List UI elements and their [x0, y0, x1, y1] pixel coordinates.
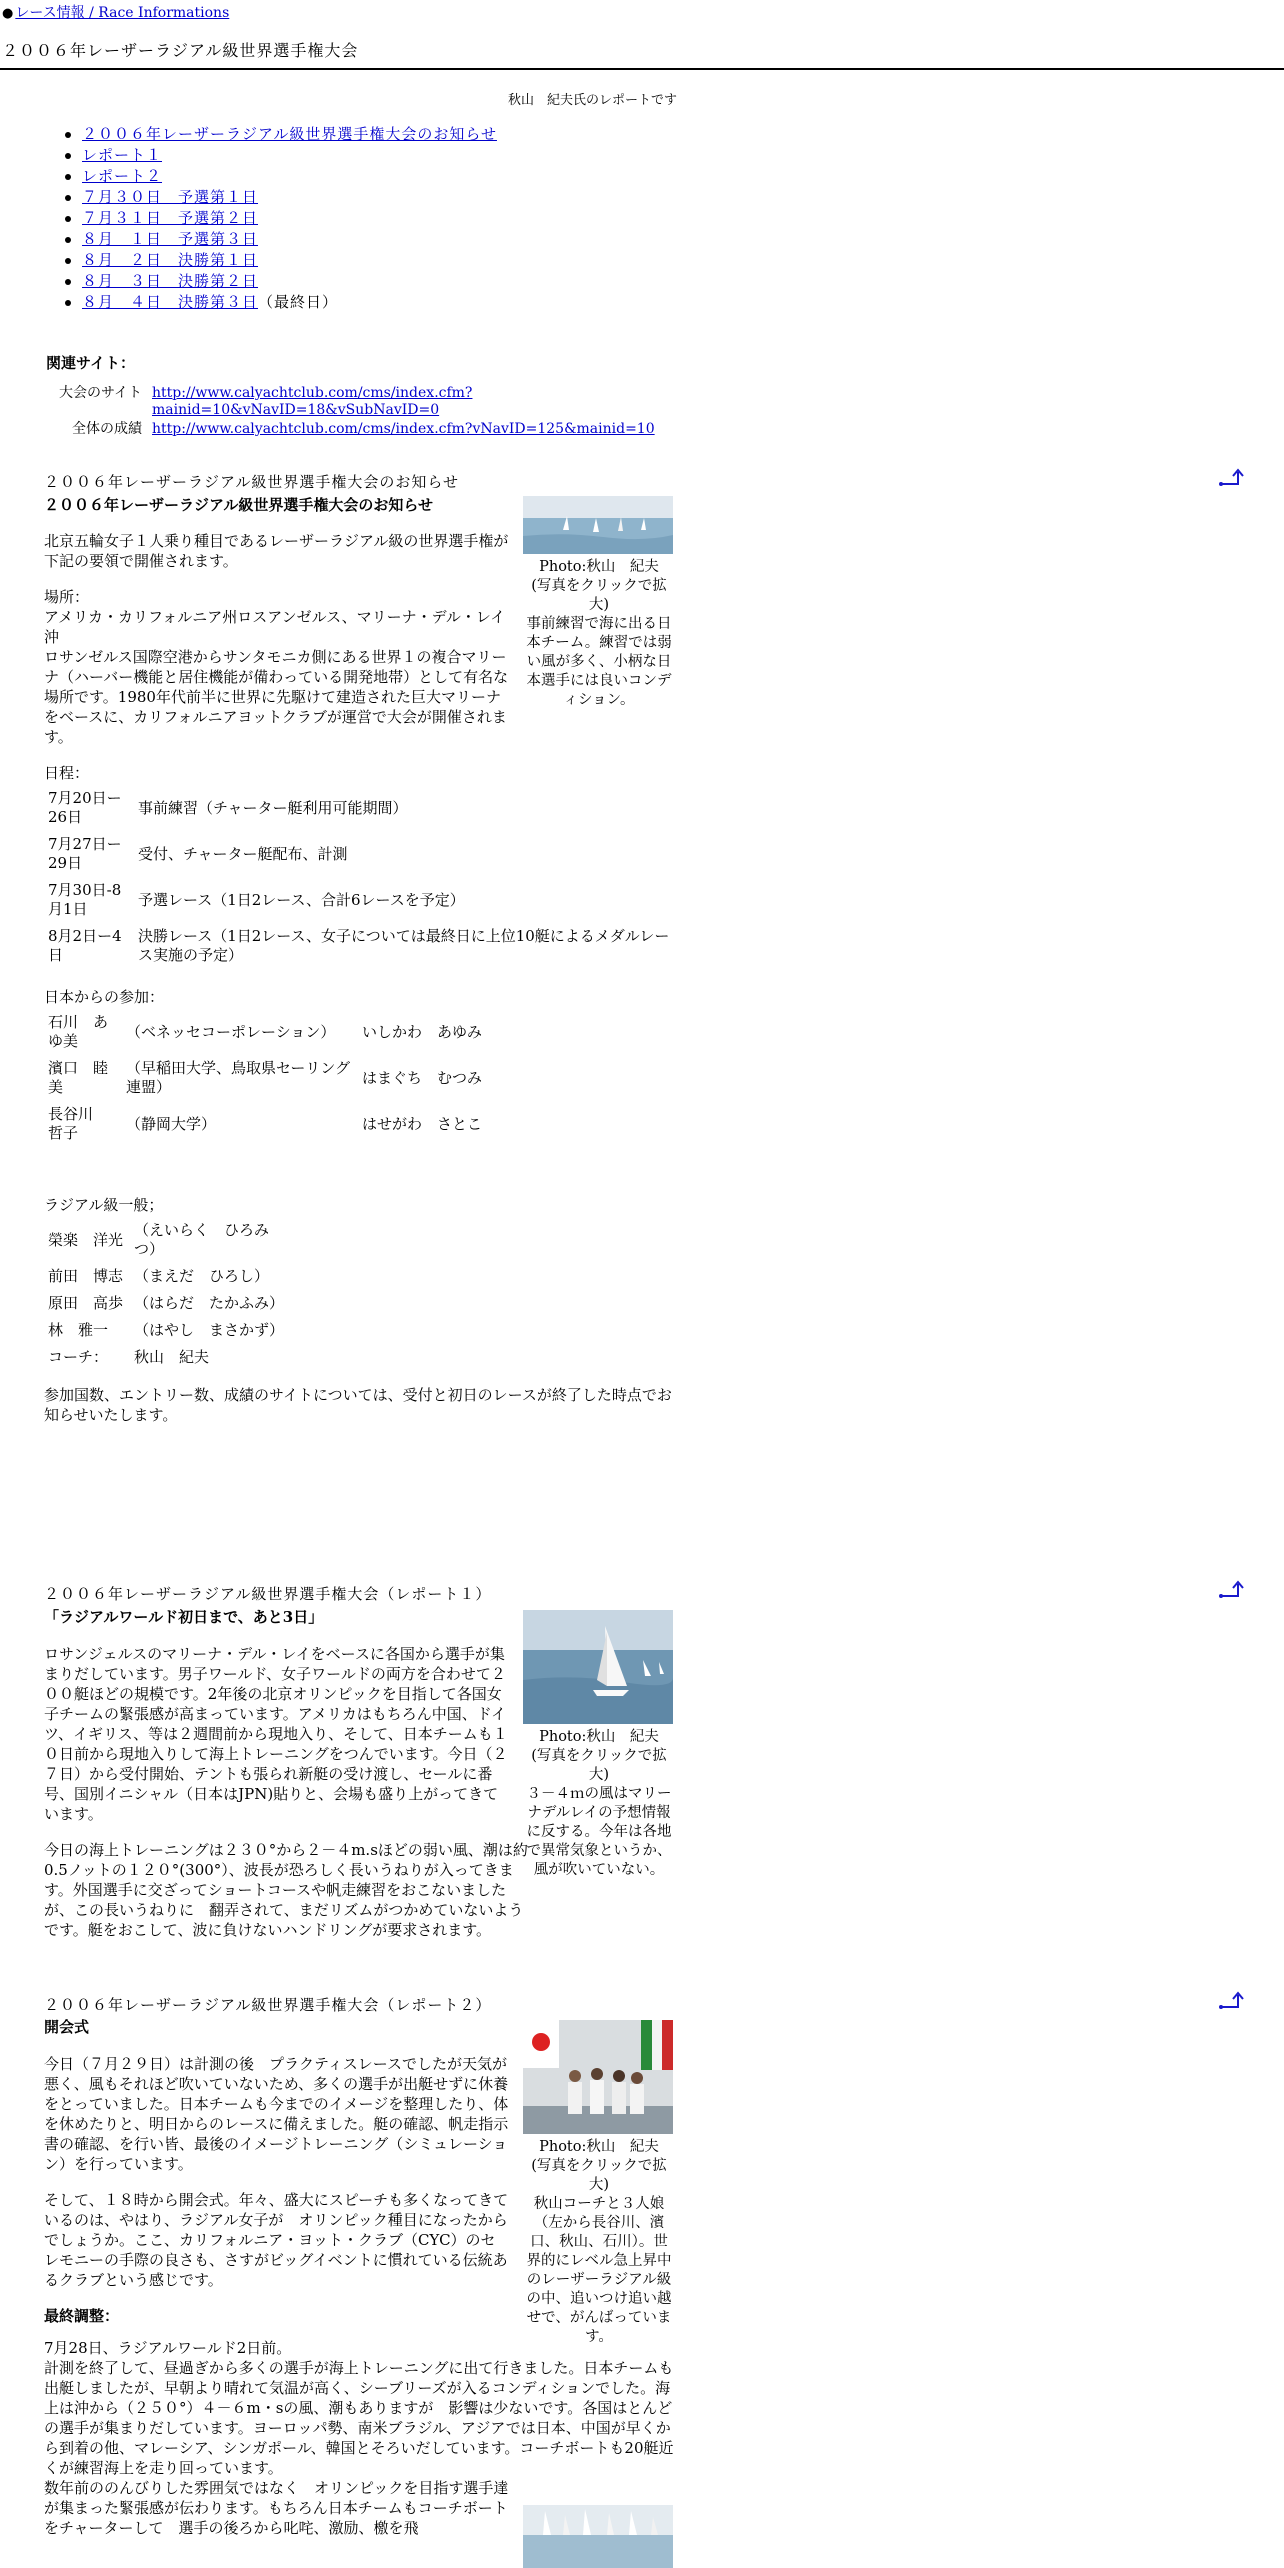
photo-caption: ３－４ｍの風はマリーナデルレイの予想情報に反する。今年は各地で異常気象というか、風が吹いていない。 [526, 1786, 672, 1878]
photo-caption: 事前練習で海に出る日本チーム。練習では弱い風が多く、小柄な日本選手には良いコンディション。 [526, 616, 672, 708]
venue-detail: ロサンゼルス国際空港からサンタモニカ側にある世界１の複合マリーナ（ハーバー機能と居住機能が備わっている開発地帯）として有名な場所です。1980年代前半に世界に先駆けて建造された巨大マリーナをベースに、カリフォルニアヨットクラブが運営で大会が開催されます。 [44, 648, 509, 746]
back-to-top-icon[interactable] [1218, 1991, 1244, 2011]
report1-subheading: 「ラジアルワールド初日まで、あと3日」 [44, 1608, 324, 1626]
announce-closing: 参加国数、エントリー数、成績のサイトについては、受付と初日のレースが終了した時点でお知らせいたします。 [44, 1386, 672, 1424]
table-row: 榮楽 洋光 （えいらく ひろみつ） [48, 1221, 270, 1258]
reporter-line: 秋山 紀夫氏のレポートです [508, 93, 678, 108]
table-row: 7月20日ー26日 事前練習（チャーター艇利用可能期間） [48, 789, 408, 826]
toc-suffix: （最終日） [258, 293, 339, 311]
table-row: 長谷川 哲子 （静岡大学） はせがわ さとこ [48, 1105, 483, 1142]
table-row: 7月27日ー29日 受付、チャーター艇配布、計測 [48, 835, 348, 872]
table-row: 原田 高歩 （はらだ たかふみ） [48, 1294, 285, 1312]
related-row [44, 385, 664, 421]
toc-item [80, 208, 497, 229]
toc-item [80, 271, 497, 292]
team-photo-thumbnail[interactable] [523, 2020, 673, 2134]
table-row: 濱口 睦美 （早稲田大学、鳥取県セーリング連盟） はまぐち むつみ [48, 1059, 483, 1096]
toc-link-report-1[interactable]: レポート１ [82, 146, 163, 164]
fleet-photo-thumbnail[interactable] [523, 2505, 673, 2568]
report2-subheading: 開会式 [44, 2018, 90, 2036]
regatta-photo-thumbnail[interactable] [523, 496, 673, 554]
photo-credit: Photo:秋山 紀夫 [539, 2139, 659, 2155]
report1-heading: ２００６年レーザーラジアル級世界選手権大会（レポート１） [44, 1585, 492, 1603]
back-to-top-icon[interactable] [1218, 468, 1244, 488]
announce-heading: ２００６年レーザーラジアル級世界選手権大会のお知らせ [44, 473, 459, 491]
table-row: 前田 博志 （まえだ ひろし） [48, 1267, 270, 1285]
race-info-link[interactable]: レース情報 / Race Informations [15, 5, 230, 21]
report2-paragraph: 7月28日、ラジアルワールド2日前。 [44, 2339, 292, 2357]
photo-hint: (写真をクリックで拡大) [531, 1748, 667, 1783]
report2-paragraph: 計測を終了して、昼過ぎから多くの選手が海上トレーニングに出て行きました。日本チームも出艇しましたが、早朝より晴れて気温が高く、シーブリーズが入るコンディションでした。海上は沖から（２５０°）４－６m・sの風、潮もありますが 影響は少ないです。各国はとんどの選手が集まりだしています。ヨーロッパ勢、南米ブラジル、アジアでは日本、中国が早くから到着の他、マレーシア、シンガポール、韓国とそろいだしています。コーチボートも20艇近くが練習海上を走り回っています。 [44, 2359, 674, 2477]
photo-caption: 秋山コーチと３人娘（左から長谷川、濱口、秋山、石川）。世界的にレベル急上昇中のレーザーラジアル級の中、追いつけ追い越せで、がんばっています。 [526, 2196, 672, 2345]
photo-credit: Photo:秋山 紀夫 [539, 559, 659, 575]
toc-link-jul-30[interactable]: ７月３０日 予選第１日 [82, 188, 259, 206]
table-row: 林 雅一 （はやし まさかず） [48, 1321, 285, 1339]
schedule-table [44, 785, 684, 969]
back-to-top-icon[interactable] [1218, 1580, 1244, 1600]
table-row: コーチ： 秋山 紀夫 [48, 1348, 210, 1366]
report2-paragraph: 今日（７月２９日）は計測の後 プラクティスレースでしたが天気が悪く、風もそれほど吹いていないため、多くの選手が出艇せずに休養をとっていました。日本チームも今までのイメージを整理したり、体を休めたりと、明日からのレースに備えました。艇の確認、帆走指示書の確認、を行い皆、最後のイメージトレーニング（シミュレーション）を行っています。 [44, 2055, 509, 2173]
participants-table [44, 1009, 524, 1147]
table-row: 石川 あゆ美 （ベネッセコーポレーション） いしかわ あゆみ [48, 1013, 483, 1050]
photo-hint: (写真をクリックで拡大) [531, 578, 667, 613]
venue-label: 場所： [44, 588, 90, 606]
results-link[interactable]: http://www.calyachtclub.com/cms/index.cfm?vNavID=125&mainid=10 [152, 421, 655, 437]
report2-paragraph: 数年前ののんびりした雰囲気ではなく オリンピックを目指す選手達が集まった緊張感が伝わります。もちろん日本チームもコーチボートをチャーターして 選手の後ろから叱咤、激励、檄を飛 [44, 2479, 509, 2537]
event-site-link[interactable]: http://www.calyachtclub.com/cms/index.cfm?mainid=10&vNavID=18&vSubNavID=0 [152, 385, 473, 418]
toc-item [80, 166, 497, 187]
report1-paragraph: ロサンジェルスのマリーナ・デル・レイをベースに各国から選手が集まりだしています。男子ワールド、女子ワールドの両方を合わせて２００艇ほどの規模です。2年後の北京オリンピックを目指して各国女子チームの緊張感が高まっています。アメリカはもちろん中国、ドイツ、イギリス、等は２週間前から現地入り、そして、日本チームも１０日前から現地入りして海上トレーニングをつんでいます。今日（２７日）から受付開始、テントも張られ新艇の受け渡し、セールに番号、国別イニシャル（日本はJPN)貼りと、会場も盛り上がってきています。 [44, 1645, 508, 1823]
race-info-nav [2, 2, 229, 22]
general-label: ラジアル級一般； [44, 1196, 164, 1214]
announce-photo-box [523, 496, 675, 710]
table-row: 7月30日-8月1日 予選レース（1日2レース、合計6レースを予定） [48, 881, 465, 918]
venue-text: アメリカ・カリフォルニア州ロスアンゼルス、マリーナ・デル・レイ沖 [44, 608, 506, 646]
schedule-label: 日程： [44, 764, 90, 782]
table-row: 8月2日ー4日 決勝レース（1日2レース、女子については最終日に上位10艇によるメダルレース実施の予定） [48, 927, 670, 964]
toc-link-report-2[interactable]: レポート２ [82, 167, 163, 185]
toc-item [80, 124, 497, 145]
header-divider [0, 68, 1284, 70]
toc-link-aug-3[interactable]: ８月 ３日 決勝第２日 [82, 272, 259, 290]
report1-body [44, 1644, 528, 1956]
report2-paragraph: そして、１８時から開会式。年々、盛大にスピーチも多くなってきているのは、やはり、ラジアル女子が オリンピック種目になったからでしょうか。ここ、カリフォルニア・ヨット・クラブ（CYC）のセレモニーの手際の良さも、さすがビッグイベントに慣れている伝統あるクラブという感じです。 [44, 2191, 509, 2289]
general-table [44, 1217, 294, 1371]
toc-link-announcement[interactable]: ２００６年レーザーラジアル級世界選手権大会のお知らせ [82, 125, 497, 143]
related-label: 全体の成績 [72, 421, 142, 437]
report2-heading: ２００６年レーザーラジアル級世界選手権大会（レポート２） [44, 1996, 492, 2014]
toc-item [80, 292, 497, 313]
announce-intro: 北京五輪女子１人乗り種目であるレーザーラジアル級の世界選手権が下記の要領で開催されます。 [44, 532, 509, 570]
participants-label: 日本からの参加： [44, 988, 165, 1006]
sailing-photo-thumbnail[interactable] [523, 1610, 673, 1724]
toc-link-aug-1[interactable]: ８月 １日 予選第３日 [82, 230, 259, 248]
photo-credit: Photo:秋山 紀夫 [539, 1729, 659, 1745]
page-title: ２００６年レーザーラジアル級世界選手権大会 [2, 41, 359, 60]
announce-subheading: ２００６年レーザーラジアル級世界選手権大会のお知らせ [44, 496, 433, 514]
photo-hint: (写真をクリックで拡大) [531, 2158, 667, 2193]
report-index [80, 124, 497, 313]
related-sites-title: 関連サイト： [46, 354, 135, 372]
toc-item [80, 250, 497, 271]
report1-photo-box [523, 1610, 675, 1880]
toc-item [80, 145, 497, 166]
toc-item [80, 187, 497, 208]
report2-subtitle: 最終調整： [44, 2307, 120, 2325]
toc-link-aug-2[interactable]: ８月 ２日 決勝第１日 [82, 251, 259, 269]
related-sites [44, 352, 664, 440]
related-sites-table [44, 385, 664, 440]
bullet-icon: ● [2, 6, 14, 21]
related-row [44, 421, 664, 440]
related-link-cell [150, 421, 664, 440]
toc-link-aug-4[interactable]: ８月 ４日 決勝第３日 [82, 293, 259, 311]
report1-paragraph: 今日の海上トレーニングは２３０°から２－４m.sほどの弱い風、潮は約0.5ノットの１２０°(300°）、波長が恐ろしく長いうねりが入ってきます。外国選手に交ざってショートコースや帆走練習をおこないましたが、この長いうねりに 翻弄されて、まだリズムがつかめていないようです。艇をおこして、波に負けないハンドリングが要求されます。 [44, 1841, 528, 1939]
related-label: 大会のサイト [58, 385, 142, 401]
report2-photo-box [523, 2020, 675, 2347]
toc-item [80, 229, 497, 250]
report2-photo-box-2 [523, 2505, 675, 2568]
related-link-cell [150, 385, 664, 421]
toc-link-jul-31[interactable]: ７月３１日 予選第２日 [82, 209, 259, 227]
